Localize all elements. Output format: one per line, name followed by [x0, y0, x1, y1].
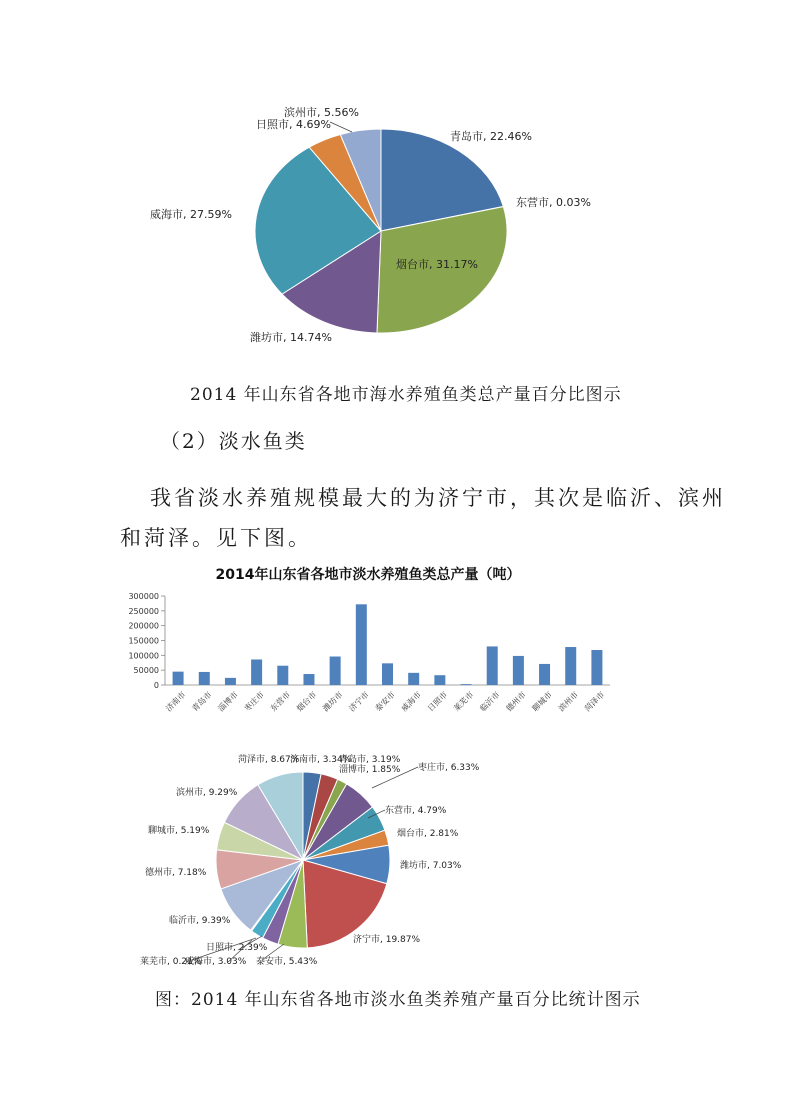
bar: [356, 604, 367, 685]
pie2-data-label: 济南市, 3.34%: [290, 755, 352, 765]
bar: [591, 650, 602, 685]
paragraph-line-1: 我省淡水养殖规模最大的为济宁市，其次是临沂、滨州: [150, 486, 726, 510]
paragraph-line-2: 和菏泽。见下图。: [120, 526, 312, 550]
bar: [513, 656, 524, 685]
pie2-data-label: 淄博市, 1.85%: [339, 765, 401, 775]
pie2-data-label: 滨州市, 9.29%: [176, 788, 238, 798]
x-tick-label: 烟台市: [295, 690, 319, 714]
freshwater-bar-chart: [110, 560, 630, 730]
pie2-data-label: 临沂市, 9.39%: [169, 916, 231, 926]
y-tick-label: 0: [153, 681, 159, 690]
bar: [434, 675, 445, 685]
pie1-data-label: 威海市, 27.59%: [150, 208, 232, 221]
pie1-data-label: 烟台市, 31.17%: [396, 258, 478, 271]
bar-chart-title: 2014年山东省各地市淡水养殖鱼类总产量（吨）: [215, 567, 521, 583]
bar: [173, 672, 184, 685]
x-tick-label: 聊城市: [530, 690, 554, 714]
pie2-data-label: 东营市, 4.79%: [385, 806, 447, 816]
y-tick-label: 150000: [128, 636, 159, 646]
pie2-data-label: 日照市, 2.39%: [206, 943, 268, 953]
pie1-data-label: 潍坊市, 14.74%: [250, 331, 332, 344]
bar: [565, 647, 576, 685]
pie1-data-label: 青岛市, 22.46%: [450, 130, 532, 143]
y-tick-label: 100000: [128, 651, 159, 661]
pie2-data-label: 泰安市, 5.43%: [256, 957, 318, 967]
pie2-data-label: 德州市, 7.18%: [145, 868, 207, 878]
bar: [199, 672, 210, 685]
pie2-data-label: 莱芜市, 0.21%: [140, 957, 202, 967]
pie1-leader-line: [330, 122, 352, 132]
seawater-pie-caption: 2014 年山东省各地市海水养殖鱼类总产量百分比图示: [190, 385, 622, 405]
x-tick-label: 莱芜市: [452, 690, 476, 714]
bar: [408, 673, 419, 685]
y-tick-label: 300000: [128, 592, 159, 601]
y-tick-label: 50000: [133, 666, 159, 676]
x-tick-label: 潍坊市: [321, 690, 345, 714]
pie2-data-label: 烟台市, 2.81%: [397, 829, 459, 839]
bar: [539, 664, 550, 685]
x-tick-label: 东营市: [268, 690, 293, 714]
bar: [487, 646, 498, 685]
x-tick-label: 济南市: [164, 690, 188, 714]
pie1-data-label: 日照市, 4.69%: [256, 118, 331, 131]
x-tick-label: 济宁市: [347, 690, 371, 714]
bar: [382, 663, 393, 685]
section-heading-freshwater: （2）淡水鱼类: [160, 429, 307, 453]
x-tick-label: 临沂市: [478, 690, 502, 714]
pie2-data-label: 青岛市, 3.19%: [339, 755, 401, 765]
x-tick-label: 日照市: [425, 690, 450, 714]
pie1-data-label: 东营市, 0.03%: [516, 196, 591, 209]
bar: [251, 659, 262, 685]
bar: [330, 657, 341, 685]
y-tick-label: 250000: [128, 606, 159, 616]
x-tick-label: 滨州市: [556, 690, 581, 714]
x-tick-label: 泰安市: [373, 690, 397, 714]
pie1-data-label: 滨州市, 5.56%: [284, 106, 359, 119]
x-tick-label: 枣庄市: [242, 690, 266, 714]
y-tick-label: 200000: [128, 621, 159, 631]
pie2-data-label: 潍坊市, 7.03%: [400, 861, 462, 871]
freshwater-pie-caption: 图：2014 年山东省各地市淡水鱼类养殖产量百分比统计图示: [155, 990, 641, 1010]
freshwater-pie-chart: [0, 740, 792, 975]
pie2-data-label: 菏泽市, 8.67%: [238, 755, 300, 765]
x-tick-label: 德州市: [504, 690, 528, 714]
bar: [225, 678, 236, 685]
pie2-data-label: 聊城市, 5.19%: [148, 826, 210, 836]
pie2-data-label: 济宁市, 19.87%: [353, 935, 421, 945]
seawater-pie-chart: [0, 0, 792, 360]
bar: [277, 666, 288, 685]
bar: [461, 684, 472, 685]
x-tick-label: 淄博市: [216, 690, 240, 714]
pie2-data-label: 枣庄市, 6.33%: [418, 763, 480, 773]
x-tick-label: 威海市: [399, 690, 424, 714]
bar: [303, 674, 314, 685]
x-tick-label: 青岛市: [190, 690, 214, 714]
x-tick-label: 菏泽市: [582, 690, 607, 714]
pie2-data-label: 威海市, 3.03%: [185, 957, 247, 967]
